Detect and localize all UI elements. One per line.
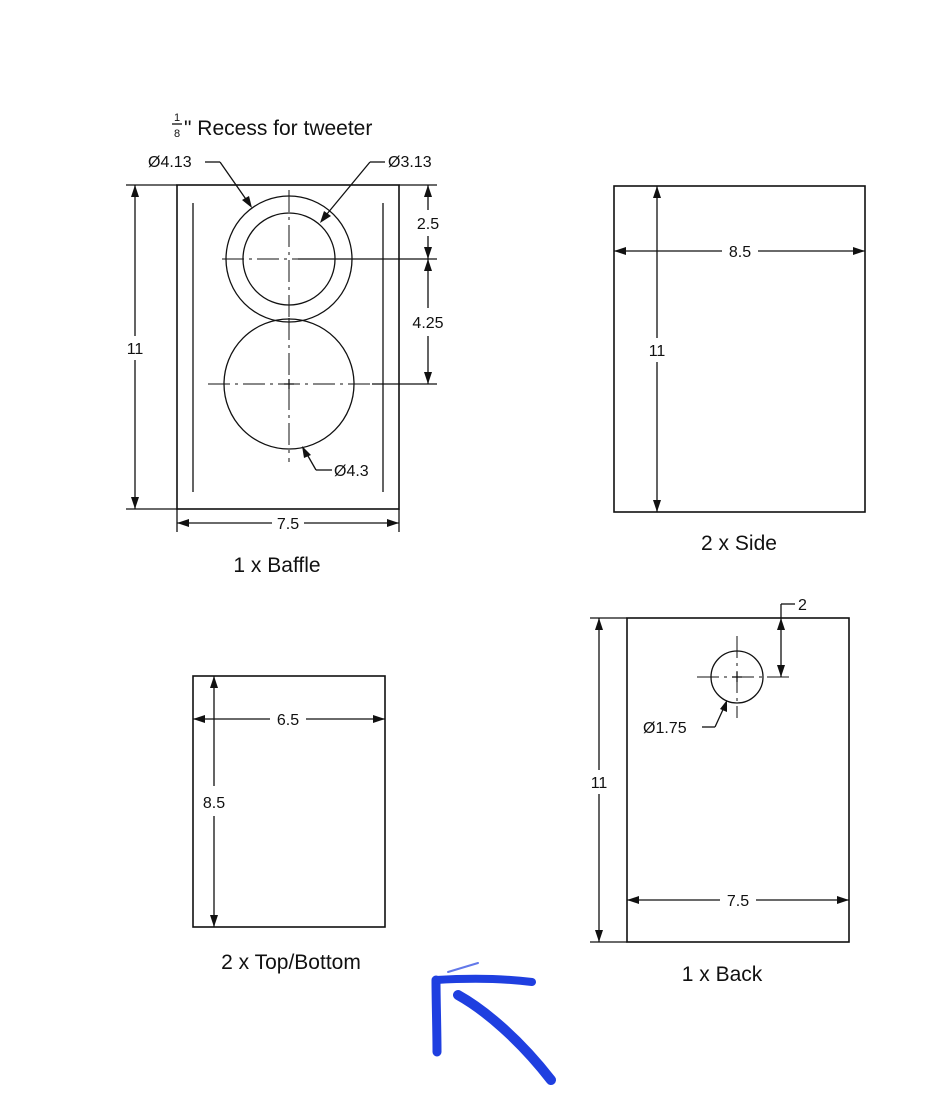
back-dim-width: 7.5 (726, 893, 750, 910)
baffle-dia-inner: Ø3.13 (388, 154, 432, 171)
back-dia-port: Ø1.75 (643, 720, 687, 737)
top-bottom-panel (193, 676, 385, 974)
top-bottom-caption: 2 x Top/Bottom (221, 951, 361, 974)
hand-drawn-arrow-icon (436, 963, 551, 1080)
baffle-dim-spacing: 4.25 (412, 315, 444, 332)
baffle-dim-height: 11 (126, 341, 144, 358)
baffle-dim-top: 2.5 (416, 216, 440, 233)
back-dim-height: 11 (590, 775, 608, 792)
back-dim-top: 2 (798, 597, 807, 614)
top-bottom-dim-height: 8.5 (202, 795, 226, 812)
note-text: " Recess for tweeter (184, 117, 373, 140)
back-caption: 1 x Back (681, 963, 763, 986)
note-fraction-denominator: 8 (173, 128, 181, 140)
baffle-panel (126, 112, 444, 577)
baffle-dim-width: 7.5 (276, 516, 300, 533)
back-panel (590, 597, 849, 986)
baffle-dia-woofer: Ø4.3 (334, 463, 369, 480)
note-fraction-numerator: 1 (173, 112, 181, 124)
tweeter-recess-note (172, 112, 372, 140)
baffle-dia-outer: Ø4.13 (148, 154, 192, 171)
side-caption: 2 x Side (701, 532, 777, 555)
baffle-outline (177, 185, 399, 509)
top-bottom-dim-width: 6.5 (276, 712, 300, 729)
side-dim-height: 11 (648, 343, 666, 360)
baffle-caption: 1 x Baffle (233, 554, 321, 577)
side-dim-width: 8.5 (728, 244, 752, 261)
side-panel (614, 186, 865, 555)
